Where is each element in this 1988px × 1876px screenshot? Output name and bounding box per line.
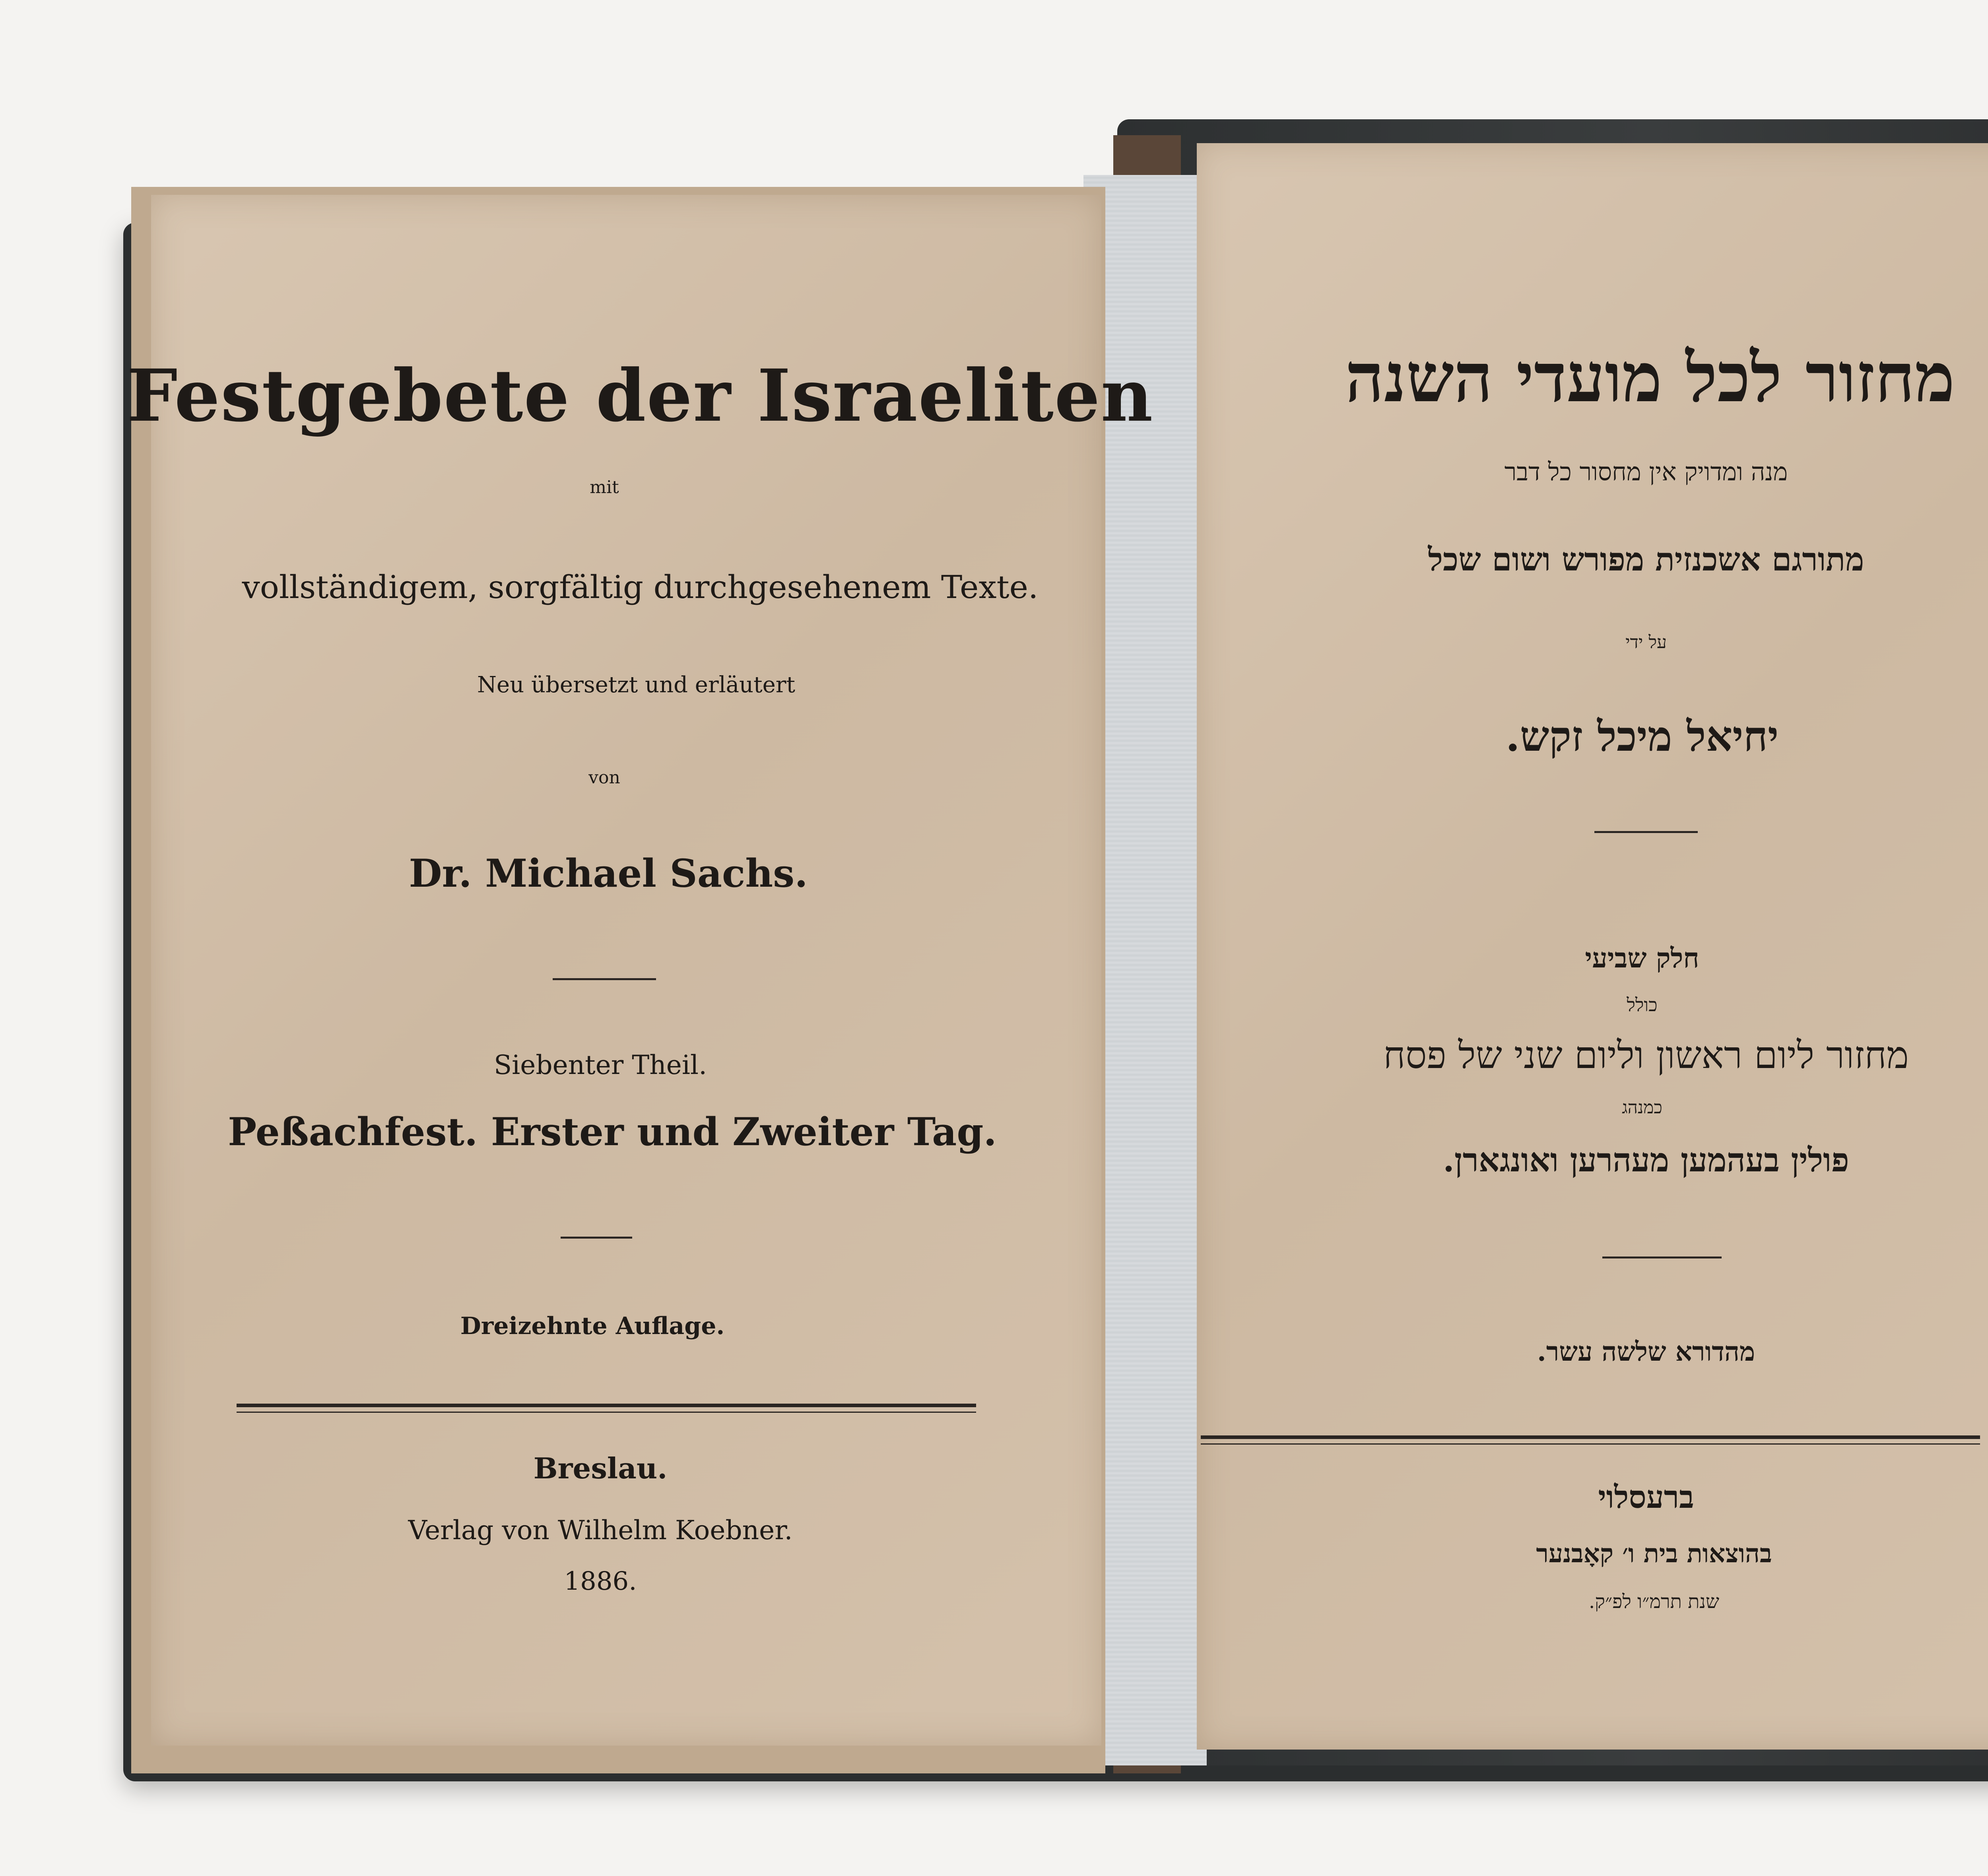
right-part: חלק שביעי xyxy=(1585,942,1699,974)
left-edition: Dreizehnte Auflage. xyxy=(460,1312,725,1340)
left-city: Breslau. xyxy=(533,1451,668,1485)
left-translated: Neu übersetzt und erläutert xyxy=(477,672,795,698)
right-title: מחזור לכל מועדי השנה xyxy=(1345,338,1955,418)
right-content: מחזור ליום ראשון וליום שני של פסח xyxy=(1383,1034,1909,1077)
left-von: von xyxy=(588,767,620,788)
left-title: Festgebete der Israeliten xyxy=(126,354,1154,438)
left-author: Dr. Michael Sachs. xyxy=(409,851,808,896)
right-divider-1 xyxy=(1594,831,1698,833)
right-page xyxy=(1197,143,1988,1750)
right-minhag: כמנהג xyxy=(1622,1097,1662,1118)
right-kolel: כולל xyxy=(1627,994,1658,1016)
right-line1: מנה ומדויק אין מחסור כל דבר xyxy=(1504,457,1788,486)
left-double-rule-a xyxy=(237,1404,976,1407)
right-city: ברעסלוי xyxy=(1598,1479,1694,1515)
right-divider-2 xyxy=(1602,1256,1722,1258)
right-publisher: בהוצאות בית ו׳ קאָבנער xyxy=(1536,1539,1772,1569)
right-author: יחיאל מיכל זקש. xyxy=(1505,712,1779,761)
right-edition: מהדורא שלשה עשר. xyxy=(1537,1336,1755,1367)
left-part: Siebenter Theil. xyxy=(493,1050,707,1080)
right-double-rule-a xyxy=(1201,1435,1980,1439)
left-subtitle: vollständigem, sorgfältig durchgesehenem Texte. xyxy=(242,569,1039,606)
left-year: 1886. xyxy=(564,1567,637,1596)
right-year: שנת תרמ״ו לפ״ק. xyxy=(1589,1591,1719,1613)
right-line2: מתורגם אשכנזית מפורש ושום שכל xyxy=(1428,541,1864,578)
right-double-rule-b xyxy=(1201,1443,1980,1445)
left-divider-2 xyxy=(561,1237,632,1239)
right-al-yedei: על ידי xyxy=(1625,632,1667,653)
left-page xyxy=(126,195,1154,1746)
left-divider-1 xyxy=(553,978,656,980)
left-publisher: Verlag von Wilhelm Koebner. xyxy=(408,1515,793,1546)
left-double-rule-b xyxy=(237,1412,976,1413)
left-mit: mit xyxy=(590,477,619,497)
right-regions: פולין בעהמען מעהרען ואונגארן. xyxy=(1443,1141,1849,1179)
left-festival: Peßachfest. Erster und Zweiter Tag. xyxy=(228,1109,997,1154)
